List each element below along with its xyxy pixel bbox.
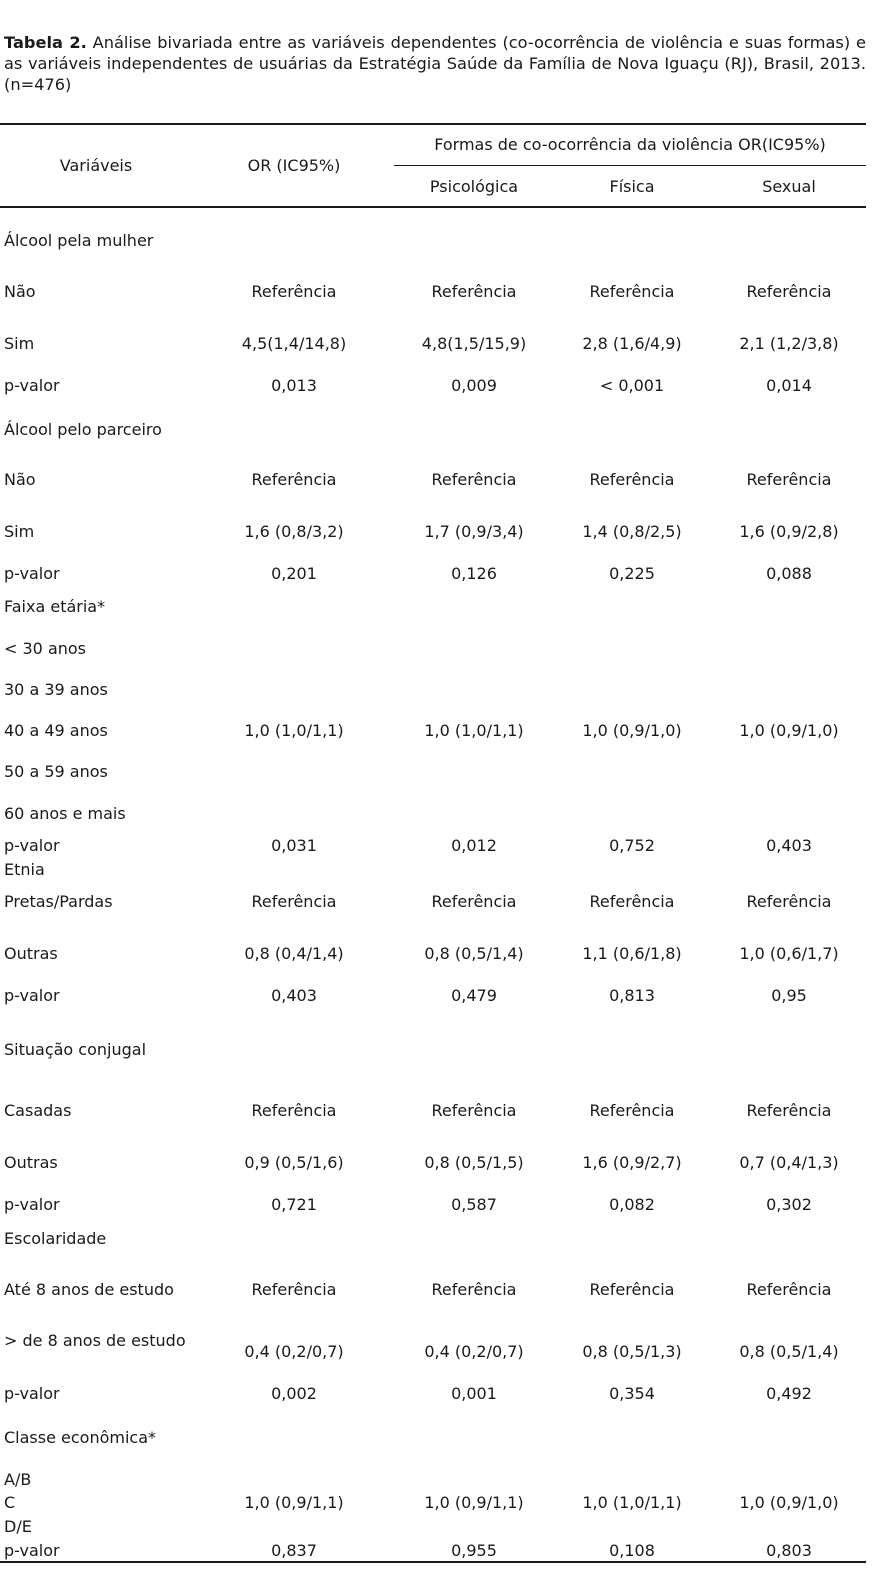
cell-fisica: 1,1 (0,6/1,8) [582, 943, 682, 963]
cell-fisica: Referência [589, 1279, 675, 1299]
cell-fisica: 1,0 (0,9/1,0) [582, 720, 682, 740]
row-label: p-valor [4, 375, 60, 395]
header-fisica: Física [609, 177, 655, 196]
cell-sexual: 0,7 (0,4/1,3) [739, 1152, 839, 1172]
cell-sexual: Referência [746, 469, 832, 489]
cell-sexual: 2,1 (1,2/3,8) [739, 333, 839, 353]
row-label: Álcool pelo parceiro [4, 419, 162, 439]
row-label: Escolaridade [4, 1228, 107, 1248]
cell-fisica: 0,752 [609, 835, 655, 855]
cell-fisica: Referência [589, 469, 675, 489]
cell-sexual: 0,8 (0,5/1,4) [739, 1341, 839, 1361]
row-label: Álcool pela mulher [4, 230, 154, 250]
row-label: Casadas [4, 1100, 72, 1120]
row-label: Sim [4, 333, 35, 353]
cell-or: Referência [251, 281, 337, 301]
cell-psicologica: 1,7 (0,9/3,4) [424, 521, 524, 541]
cell-sexual: Referência [746, 1100, 832, 1120]
cell-or: 0,403 [271, 985, 317, 1005]
row-label: Pretas/Pardas [4, 891, 113, 911]
cell-sexual: Referência [746, 281, 832, 301]
cell-or: 0,031 [271, 835, 317, 855]
cell-or: 0,201 [271, 563, 317, 583]
header-or: OR (IC95%) [247, 156, 341, 175]
cell-or: Referência [251, 469, 337, 489]
row-label: D/E [4, 1516, 32, 1536]
row-label: Situação conjugal [4, 1039, 147, 1059]
row-label: Não [4, 469, 36, 489]
cell-psicologica: 1,0 (1,0/1,1) [424, 720, 524, 740]
row-label: > de 8 anos de estudo [4, 1331, 186, 1350]
row-label: Faixa etária* [4, 596, 106, 616]
caption-text: Análise bivariada entre as variáveis dependentes (co-ocorrência de violência e suas formas) e as variáveis independentes de usuárias da Estratégia Saúde da Família de Nova Iguaçu (RJ), Brasil, 2013. (n=476) [4, 33, 867, 94]
cell-or: 0,4 (0,2/0,7) [244, 1341, 344, 1361]
row-label: Etnia [4, 859, 45, 879]
cell-or: 0,8 (0,4/1,4) [244, 943, 344, 963]
header-bottom-rule [0, 206, 866, 208]
row-label: A/B [4, 1469, 32, 1489]
cell-sexual: 0,403 [766, 835, 812, 855]
cell-sexual: 0,088 [766, 563, 812, 583]
cell-psicologica: 0,009 [451, 375, 497, 395]
table-caption [4, 32, 866, 95]
cell-sexual: 0,95 [771, 985, 807, 1005]
cell-psicologica: 0,8 (0,5/1,5) [424, 1152, 524, 1172]
cell-psicologica: Referência [431, 891, 517, 911]
cell-or: 0,9 (0,5/1,6) [244, 1152, 344, 1172]
cell-psicologica: 0,479 [451, 985, 497, 1005]
row-label: p-valor [4, 563, 60, 583]
row-label: 50 a 59 anos [4, 761, 108, 781]
cell-fisica: 1,0 (1,0/1,1) [582, 1492, 682, 1512]
row-label: Não [4, 281, 36, 301]
row-label: Classe econômica* [4, 1427, 157, 1447]
cell-or: 1,0 (1,0/1,1) [244, 720, 344, 740]
cell-sexual: 1,0 (0,9/1,0) [739, 1492, 839, 1512]
cell-psicologica: 0,4 (0,2/0,7) [424, 1341, 524, 1361]
cell-sexual: 0,302 [766, 1194, 812, 1214]
cell-psicologica: Referência [431, 281, 517, 301]
cell-psicologica: Referência [431, 1100, 517, 1120]
cell-sexual: 1,6 (0,9/2,8) [739, 521, 839, 541]
row-label: 60 anos e mais [4, 803, 126, 823]
cell-fisica: 0,108 [609, 1540, 655, 1560]
row-label: p-valor [4, 1540, 60, 1560]
cell-or: Referência [251, 891, 337, 911]
cell-sexual: 1,0 (0,9/1,0) [739, 720, 839, 740]
cell-psicologica: 0,8 (0,5/1,4) [424, 943, 524, 963]
cell-fisica: < 0,001 [599, 375, 665, 395]
cell-fisica: 0,8 (0,5/1,3) [582, 1341, 682, 1361]
row-label: < 30 anos [4, 638, 87, 658]
header-variaveis: Variáveis [59, 156, 133, 175]
cell-fisica: 1,6 (0,9/2,7) [582, 1152, 682, 1172]
header-psicologica: Psicológica [429, 177, 519, 196]
caption-label: Tabela 2. [4, 33, 87, 52]
header-group-rule [394, 165, 866, 166]
header-group: Formas de co-ocorrência da violência OR(IC95%) [434, 135, 826, 154]
cell-sexual: Referência [746, 891, 832, 911]
cell-fisica: 0,354 [609, 1383, 655, 1403]
cell-or: 1,6 (0,8/3,2) [244, 521, 344, 541]
row-label: Outras [4, 943, 58, 963]
cell-or: Referência [251, 1100, 337, 1120]
cell-psicologica: 4,8(1,5/15,9) [421, 333, 527, 353]
cell-sexual: 0,803 [766, 1540, 812, 1560]
cell-fisica: Referência [589, 281, 675, 301]
cell-psicologica: 0,126 [451, 563, 497, 583]
cell-or: 0,837 [271, 1540, 317, 1560]
cell-or: 0,002 [271, 1383, 317, 1403]
cell-sexual: Referência [746, 1279, 832, 1299]
cell-sexual: 0,014 [766, 375, 812, 395]
row-label: C [4, 1492, 16, 1512]
table-bottom-rule [0, 1561, 866, 1563]
header-sexual: Sexual [762, 177, 816, 196]
cell-fisica: 2,8 (1,6/4,9) [582, 333, 682, 353]
row-label: p-valor [4, 835, 60, 855]
cell-psicologica: Referência [431, 469, 517, 489]
cell-psicologica: 0,587 [451, 1194, 497, 1214]
cell-fisica: 0,082 [609, 1194, 655, 1214]
cell-or: 0,013 [271, 375, 317, 395]
row-label: 30 a 39 anos [4, 679, 108, 699]
row-label: Até 8 anos de estudo [4, 1279, 174, 1299]
table-top-rule [0, 123, 866, 125]
row-label: Sim [4, 521, 35, 541]
cell-psicologica: 0,955 [451, 1540, 497, 1560]
row-label: p-valor [4, 1383, 60, 1403]
row-label: p-valor [4, 985, 60, 1005]
cell-or: Referência [251, 1279, 337, 1299]
cell-psicologica: 1,0 (0,9/1,1) [424, 1492, 524, 1512]
cell-sexual: 0,492 [766, 1383, 812, 1403]
cell-fisica: 1,4 (0,8/2,5) [582, 521, 682, 541]
cell-fisica: 0,813 [609, 985, 655, 1005]
row-label: Outras [4, 1152, 58, 1172]
cell-fisica: 0,225 [609, 563, 655, 583]
cell-or: 0,721 [271, 1194, 317, 1214]
row-label: 40 a 49 anos [4, 720, 108, 740]
cell-psicologica: Referência [431, 1279, 517, 1299]
cell-fisica: Referência [589, 891, 675, 911]
cell-fisica: Referência [589, 1100, 675, 1120]
cell-or: 4,5(1,4/14,8) [241, 333, 347, 353]
row-label: p-valor [4, 1194, 60, 1214]
cell-psicologica: 0,012 [451, 835, 497, 855]
cell-psicologica: 0,001 [451, 1383, 497, 1403]
cell-sexual: 1,0 (0,6/1,7) [739, 943, 839, 963]
cell-or: 1,0 (0,9/1,1) [244, 1492, 344, 1512]
